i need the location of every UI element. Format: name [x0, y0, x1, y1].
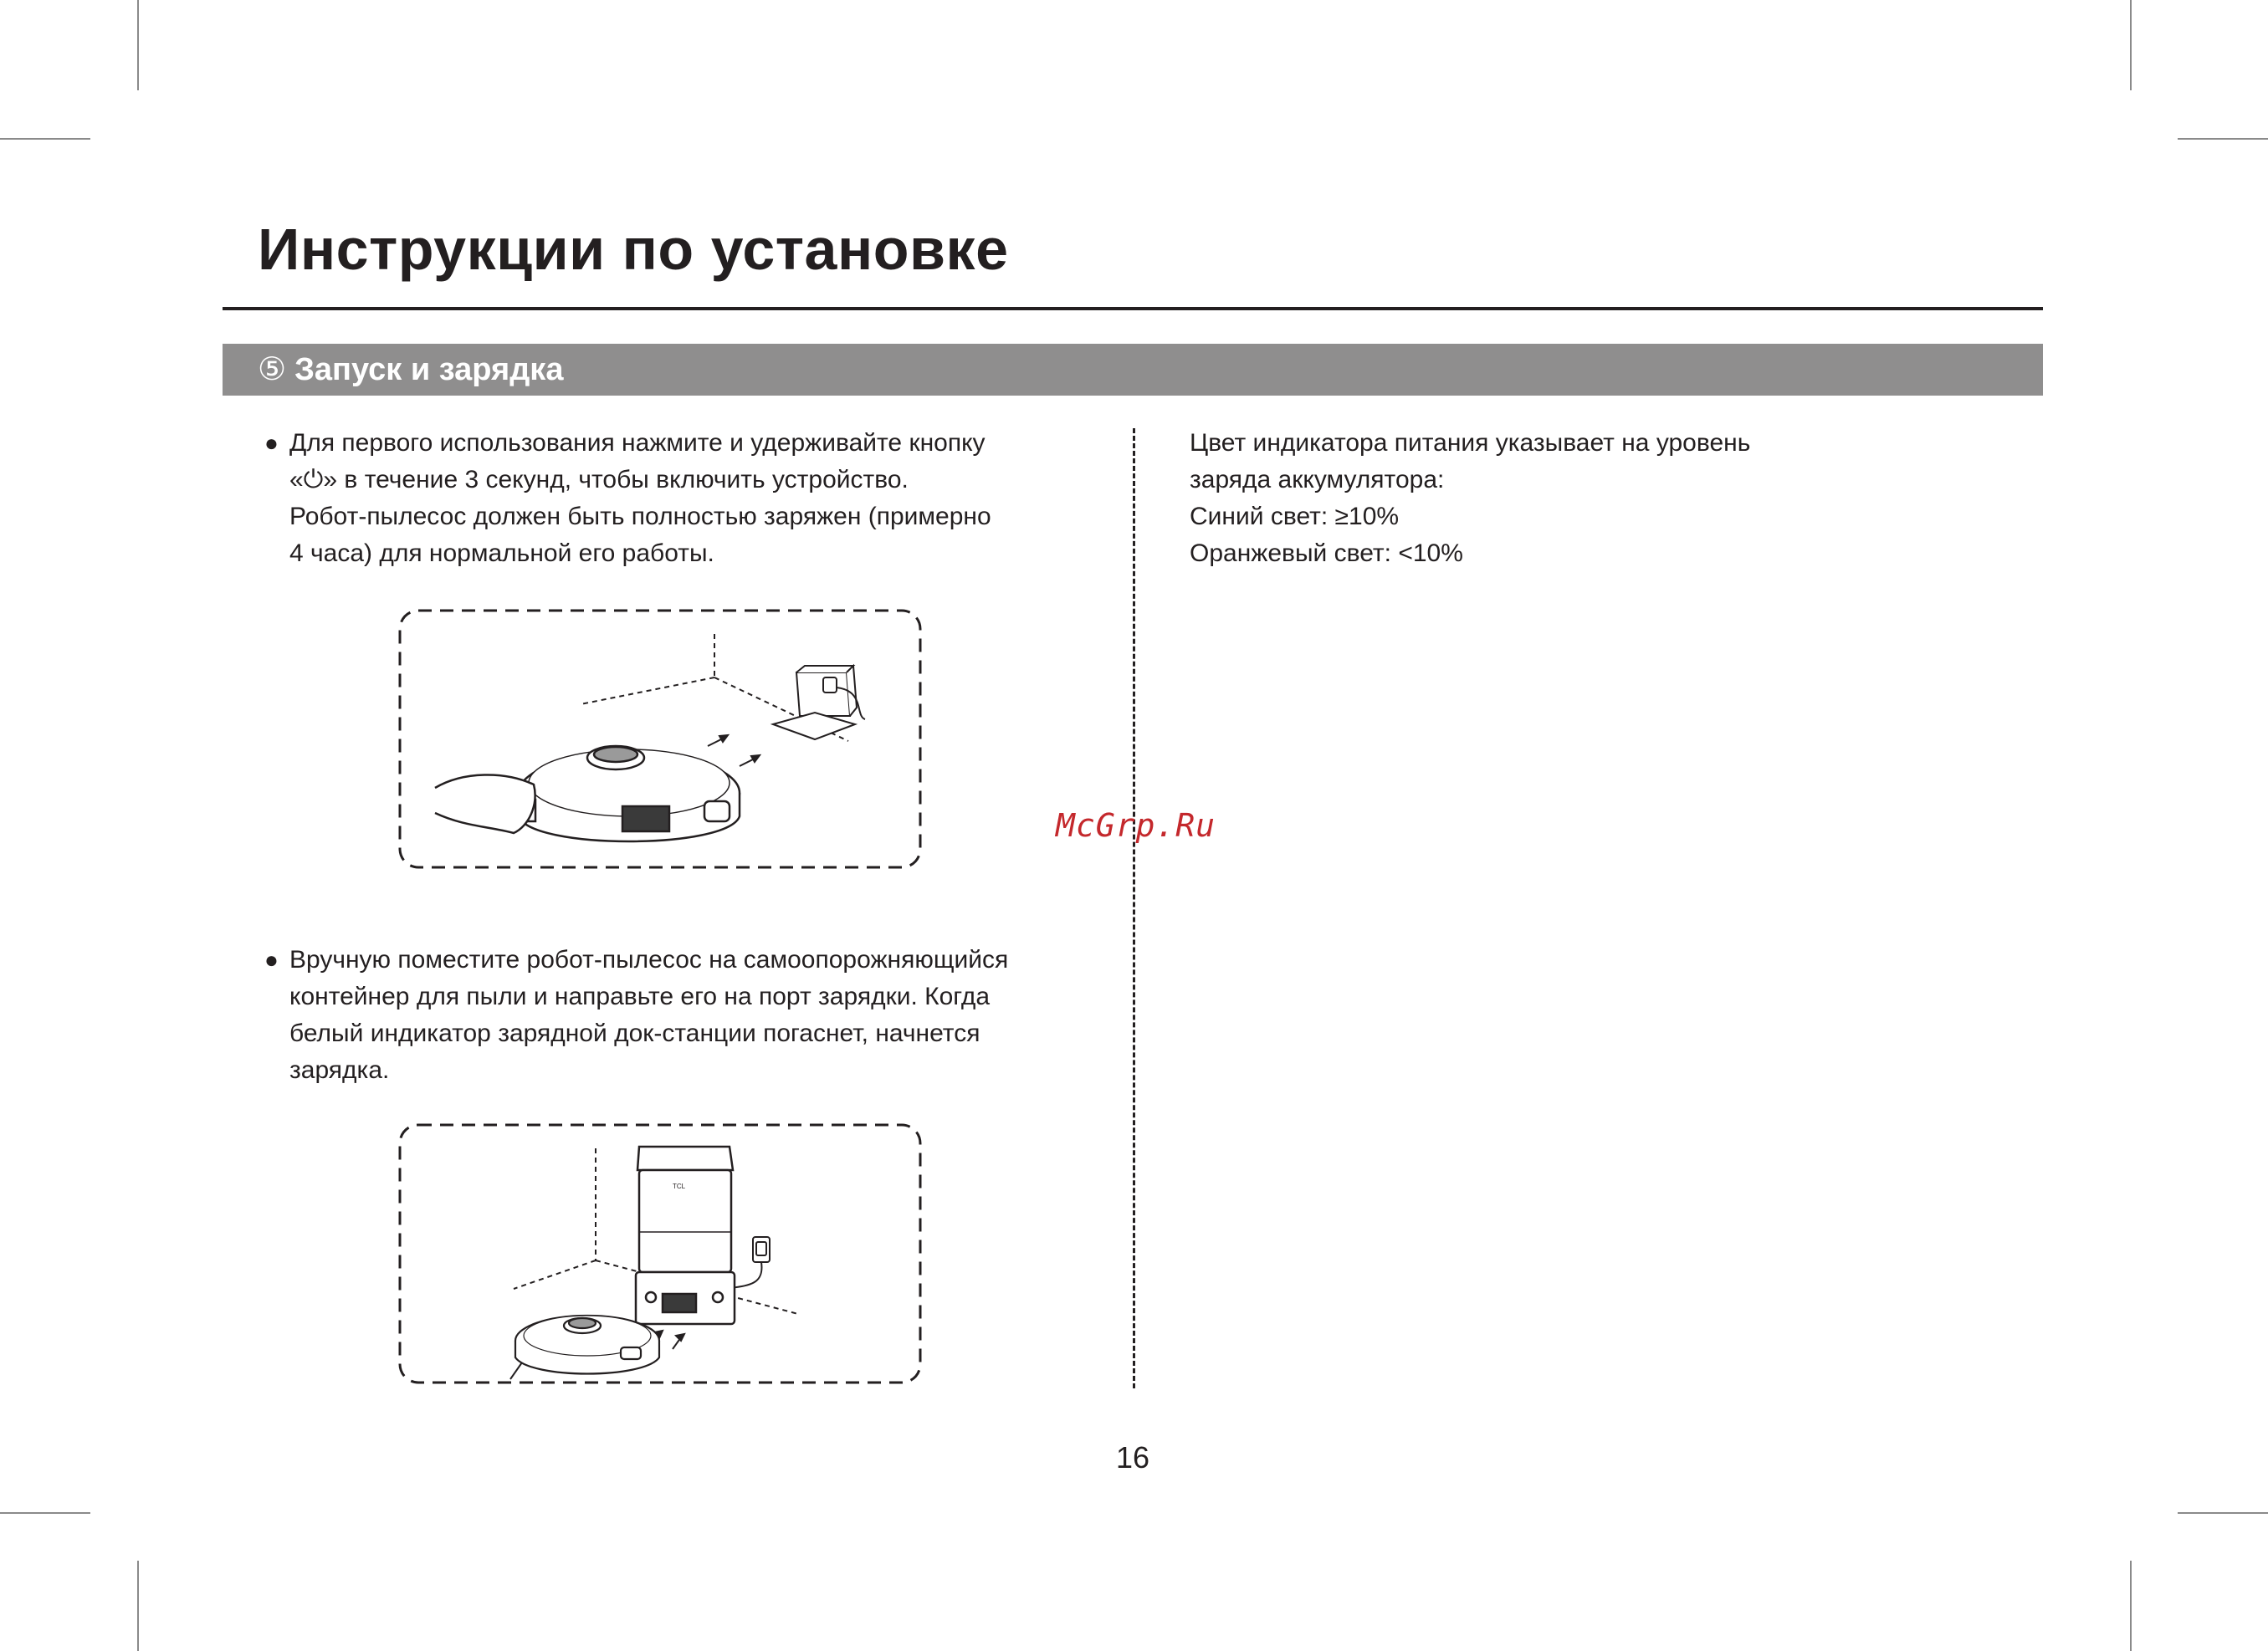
text-line: Для первого использования нажмите и удерживайте кнопку — [289, 429, 986, 457]
crop-mark — [137, 0, 139, 90]
crop-mark — [137, 1561, 139, 1651]
crop-mark — [0, 1512, 90, 1514]
section-title: Запуск и зарядка — [294, 352, 564, 387]
text-line: Цвет индикатора питания указывает на уровень — [1190, 429, 1751, 457]
text-line: заряда аккумулятора: — [1190, 466, 1445, 493]
bullet: ● — [264, 947, 279, 973]
text-line: «⏻» в течение 3 секунд, чтобы включить устройство. — [289, 466, 909, 493]
page-number: 16 — [1116, 1440, 1150, 1475]
section-header — [223, 344, 2043, 396]
indicator-description — [1190, 425, 1750, 572]
instruction-paragraph-2 — [264, 942, 1009, 1089]
instruction-paragraph-1 — [264, 425, 991, 572]
text-line: зарядка. — [289, 1056, 390, 1084]
text-line: Робот-пылесос должен быть полностью заряжен (примерно — [289, 503, 991, 530]
crop-mark — [2178, 138, 2268, 140]
svg-text:TCL: TCL — [673, 1183, 686, 1190]
bullet: ● — [264, 430, 279, 456]
text-line: белый индикатор зарядной док-станции погаснет, начнется — [289, 1020, 980, 1047]
crop-mark — [2178, 1512, 2268, 1514]
column-divider — [1133, 428, 1135, 1388]
text-line: Оранжевый свет: <10% — [1190, 539, 1463, 567]
text-line: контейнер для пыли и направьте его на порт зарядки. Когда — [289, 983, 991, 1010]
text-line: 4 часа) для нормальной его работы. — [289, 539, 714, 567]
text-line: Синий свет: ≥10% — [1190, 503, 1400, 530]
docking-station-illustration — [397, 1122, 924, 1386]
crop-mark — [0, 138, 90, 140]
crop-mark — [2130, 0, 2132, 90]
title-rule — [223, 307, 2043, 310]
robot-placement-illustration — [397, 607, 924, 871]
watermark: McGrp.Ru — [1056, 807, 1216, 844]
section-number: ⑤ — [258, 352, 287, 387]
page-title: Инструкции по установке — [258, 217, 1009, 282]
text-line: Вручную поместите робот-пылесос на самоопорожняющийся — [289, 946, 1009, 974]
crop-mark — [2130, 1561, 2132, 1651]
